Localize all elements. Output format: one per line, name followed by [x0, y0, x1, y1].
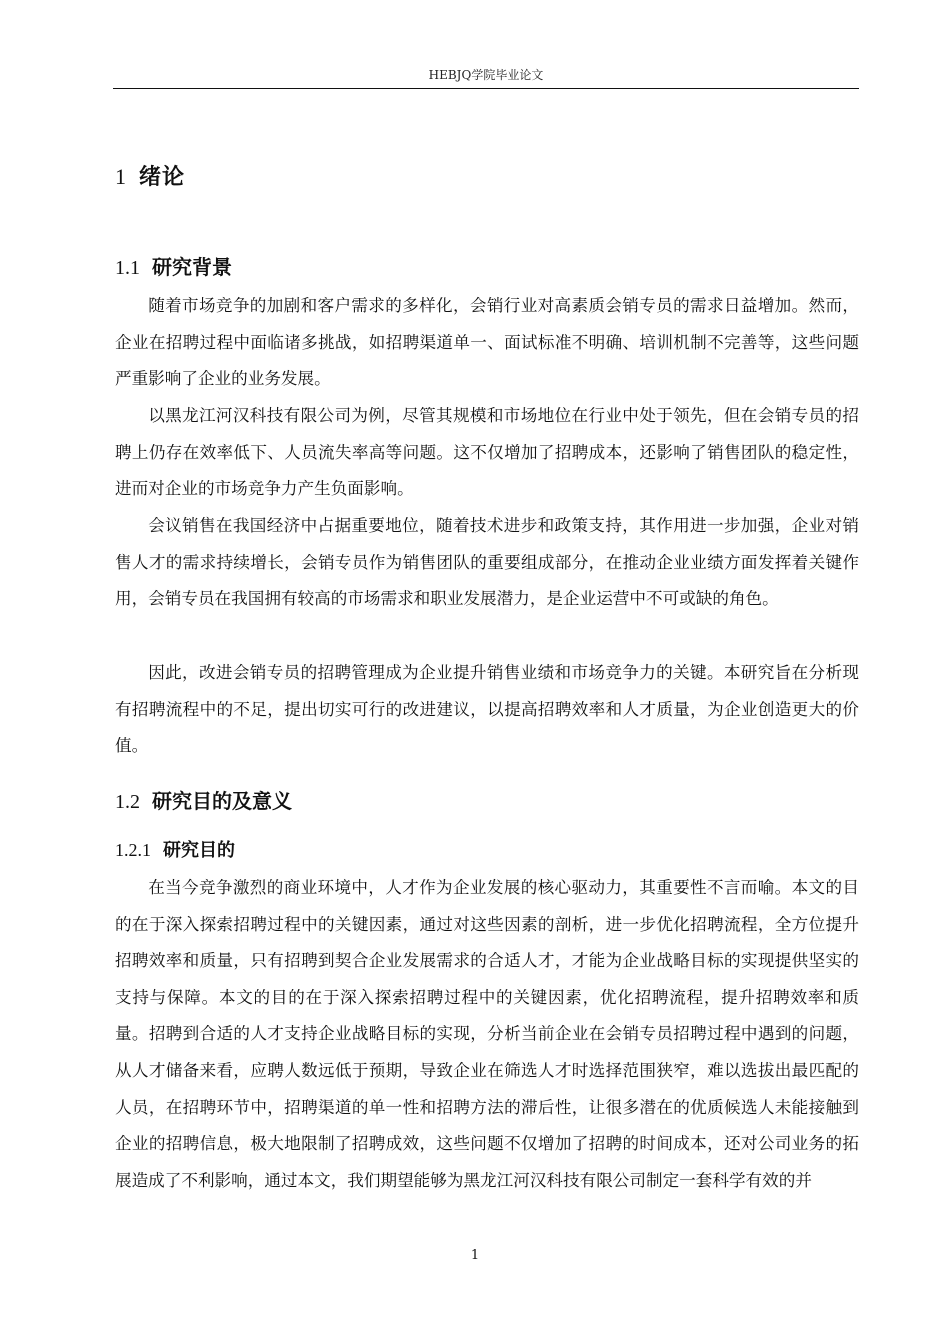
paragraph: 因此，改进会销专员的招聘管理成为企业提升销售业绩和市场竞争力的关键。本研究旨在分析现有招聘流程中的不足，提出切实可行的改进建议，以提高招聘效率和人才质量，为企业创造更大的价值。 [115, 663, 859, 756]
header-divider [113, 88, 859, 89]
subsection-title: 研究目的 [163, 840, 235, 861]
section-heading-1-2 [115, 785, 292, 814]
section-title: 研究背景 [152, 255, 232, 279]
subsection-heading-1-2-1 [115, 836, 235, 862]
running-header: HEBJQ学院毕业论文 [428, 68, 544, 82]
section-number: 1.1 [115, 257, 140, 279]
page-number: 1 [470, 1248, 480, 1263]
section-heading-1-1 [115, 251, 232, 280]
chapter-heading [115, 160, 185, 191]
chapter-number: 1 [115, 164, 127, 189]
paragraph: 以黑龙江河汉科技有限公司为例，尽管其规模和市场地位在行业中处于领先，但在会销专员的招聘上仍存在效率低下、人员流失率高等问题。这不仅增加了招聘成本，还影响了销售团队的稳定性，进而对企业的市场竞争力产生负面影响。 [115, 406, 859, 499]
chapter-title: 绪论 [139, 165, 186, 190]
subsection-number: 1.2.1 [115, 840, 151, 860]
paragraph: 在当今竞争激烈的商业环境中，人才作为企业发展的核心驱动力，其重要性不言而喻。本文的目的在于深入探索招聘过程中的关键因素，通过对这些因素的剖析，进一步优化招聘流程，全方位提升招聘效率和质量，只有招聘到契合企业发展需求的合适人才，才能为企业战略目标的实现提供坚实的支持与保障。本文的目的在于深入探索招聘过程中的关键因素，优化招聘流程，提升招聘效率和质量。招聘到合适的人才支持企业战略目标的实现，分析当前企业在会销专员招聘过程中遇到的问题，从人才储备来看，应聘人数远低于预期，导致企业在筛选人才时选择范围狭窄，难以选拔出最匹配的人员，在招聘环节中，招聘渠道的单一性和招聘方法的滞后性，让很多潜在的优质候选人未能接触到企业的招聘信息，极大地限制了招聘成效，这些问题不仅增加了招聘的时间成本，还对公司业务的拓展造成了不利影响，通过本文，我们期望能够为黑龙江河汉科技有限公司制定一套科学有效的并 [115, 878, 859, 1190]
paragraph: 随着市场竞争的加剧和客户需求的多样化，会销行业对高素质会销专员的需求日益增加。然而，企业在招聘过程中面临诸多挑战，如招聘渠道单一、面试标准不明确、培训机制不完善等，这些问题严重影响了企业的业务发展。 [115, 296, 859, 389]
paragraph: 会议销售在我国经济中占据重要地位，随着技术进步和政策支持，其作用进一步加强，企业对销售人才的需求持续增长，会销专员作为销售团队的重要组成部分，在推动企业业绩方面发挥着关键作用，会销专员在我国拥有较高的市场需求和职业发展潜力，是企业运营中不可或缺的角色。 [115, 516, 859, 609]
section-number: 1.2 [115, 791, 140, 813]
section-title: 研究目的及意义 [152, 789, 292, 813]
